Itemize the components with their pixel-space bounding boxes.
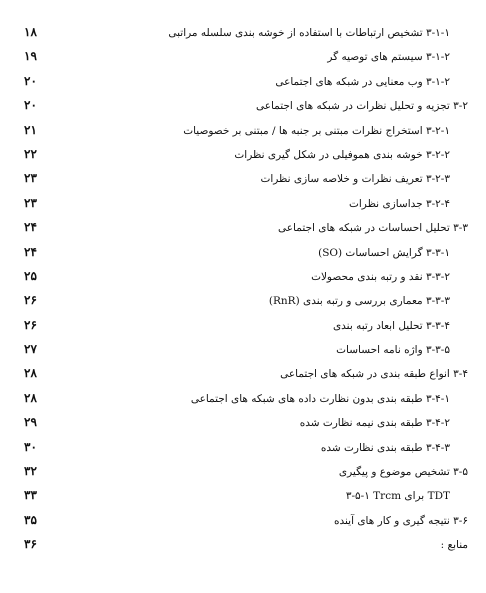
toc-entry xyxy=(0,97,486,121)
toc-entry-title: ۳-۳-۱ گرایش احساسات (SO) xyxy=(318,246,450,259)
toc-entry-page-number: ۲۳ xyxy=(24,171,37,186)
toc-entry-title: ۳-۱-۲ سیستم های توصیه گر xyxy=(327,51,450,64)
toc-entry-page-number: ۳۵ xyxy=(24,512,37,527)
toc-entry-title: ۳-۲-۲ خوشه بندی هموفیلی در شکل گیری نظرات xyxy=(234,148,450,161)
toc-entry xyxy=(0,292,486,316)
toc-entry-page-number: ۲۰ xyxy=(24,73,37,88)
toc-entry xyxy=(0,487,486,511)
toc-entry xyxy=(0,365,486,389)
toc-entry-title: ۳-۱-۲ وب معنایی در شبکه های اجتماعی xyxy=(275,75,450,88)
toc-entry xyxy=(0,73,486,97)
toc-entry-title: ۳-۴ انواع طبقه بندی در شبکه های اجتماعی xyxy=(280,368,468,381)
toc-entry-page-number: ۳۰ xyxy=(24,439,37,454)
toc-entry-page-number: ۲۶ xyxy=(24,293,37,308)
toc-entry-page-number: ۲۴ xyxy=(24,244,37,259)
toc-entry xyxy=(0,390,486,414)
toc-entry-title: ۳-۲-۴ جداسازی نظرات xyxy=(348,197,450,210)
toc-entry xyxy=(0,439,486,463)
toc-entry-page-number: ۲۳ xyxy=(24,195,37,210)
toc-entry xyxy=(0,48,486,72)
toc-entry-title: ۳-۴-۱ طبقه بندی بدون نظارت داده های شبکه های اجتماعی xyxy=(190,392,450,405)
toc-entry-page-number: ۲۸ xyxy=(24,390,37,405)
toc-entry-page-number: ۲۶ xyxy=(24,317,37,332)
toc-entry xyxy=(0,195,486,219)
table-of-contents xyxy=(0,24,486,561)
toc-entry-title: ۳-۲ تجزیه و تحلیل نظرات در شبکه های اجتماعی xyxy=(255,100,468,113)
toc-entry xyxy=(0,146,486,170)
toc-entry-page-number: ۲۵ xyxy=(24,268,37,283)
toc-entry-page-number: ۲۲ xyxy=(24,146,37,161)
toc-entry xyxy=(0,244,486,268)
toc-entry-page-number: ۱۹ xyxy=(24,49,37,64)
toc-entry-page-number: ۲۱ xyxy=(24,122,37,137)
toc-entry-title: ۳-۱-۱ تشخیص ارتباطات با استفاده از خوشه بندی سلسله مراتبی xyxy=(168,27,450,39)
toc-entry xyxy=(0,24,486,48)
toc-entry-title: ۳-۳-۴ تحلیل ابعاد رتبه بندی xyxy=(332,319,450,332)
toc-entry xyxy=(0,512,486,536)
toc-entry xyxy=(0,414,486,438)
toc-entry-title: ۳-۳-۳ معماری بررسی و رتبه بندی (RnR) xyxy=(268,295,450,308)
toc-entry-title: ۳-۴-۳ طبقه بندی نظارت شده xyxy=(320,441,450,454)
toc-entry-page-number: ۱۸ xyxy=(24,25,37,39)
toc-entry-title: ۳-۳ تحلیل احساسات در شبکه های اجتماعی xyxy=(278,222,468,235)
toc-entry xyxy=(0,170,486,194)
toc-entry-page-number: ۳۶ xyxy=(24,537,37,552)
toc-entry-title: ۳-۵-۱ Trcm برای TDT xyxy=(345,490,450,503)
toc-entry-title: ۳-۵ تشخیص موضوع و پیگیری xyxy=(338,466,468,479)
toc-entry-title: ۳-۳-۲ نقد و رتبه بندی محصولات xyxy=(311,270,450,283)
toc-entry xyxy=(0,268,486,292)
toc-entry-page-number: ۳۲ xyxy=(24,464,37,479)
toc-entry-page-number: ۲۸ xyxy=(24,366,37,381)
toc-entry xyxy=(0,341,486,365)
toc-entry-title: ۳-۲-۱ استخراج نظرات مبتنی بر جنبه ها / مبتنی بر خصوصیات xyxy=(183,124,450,137)
toc-entry xyxy=(0,317,486,341)
toc-entry-title: منابع : xyxy=(440,539,468,552)
toc-entry xyxy=(0,463,486,487)
toc-entry-title: ۳-۲-۳ تعریف نظرات و خلاصه سازی نظرات xyxy=(260,173,450,186)
toc-entry-title: ۳-۴-۲ طبقه بندی نیمه نظارت شده xyxy=(299,417,450,430)
toc-entry-title: ۳-۶ نتیجه گیری و کار های آینده xyxy=(333,514,468,527)
toc-entry xyxy=(0,219,486,243)
toc-entry-page-number: ۲۰ xyxy=(24,98,37,113)
toc-entry xyxy=(0,536,486,560)
toc-entry-title: ۳-۳-۵ واژه نامه احساسات xyxy=(336,344,450,357)
toc-entry-page-number: ۲۹ xyxy=(24,415,37,430)
toc-entry-page-number: ۲۷ xyxy=(24,342,37,357)
toc-entry-page-number: ۳۳ xyxy=(24,488,37,503)
toc-entry xyxy=(0,122,486,146)
toc-entry-page-number: ۲۴ xyxy=(24,220,37,235)
